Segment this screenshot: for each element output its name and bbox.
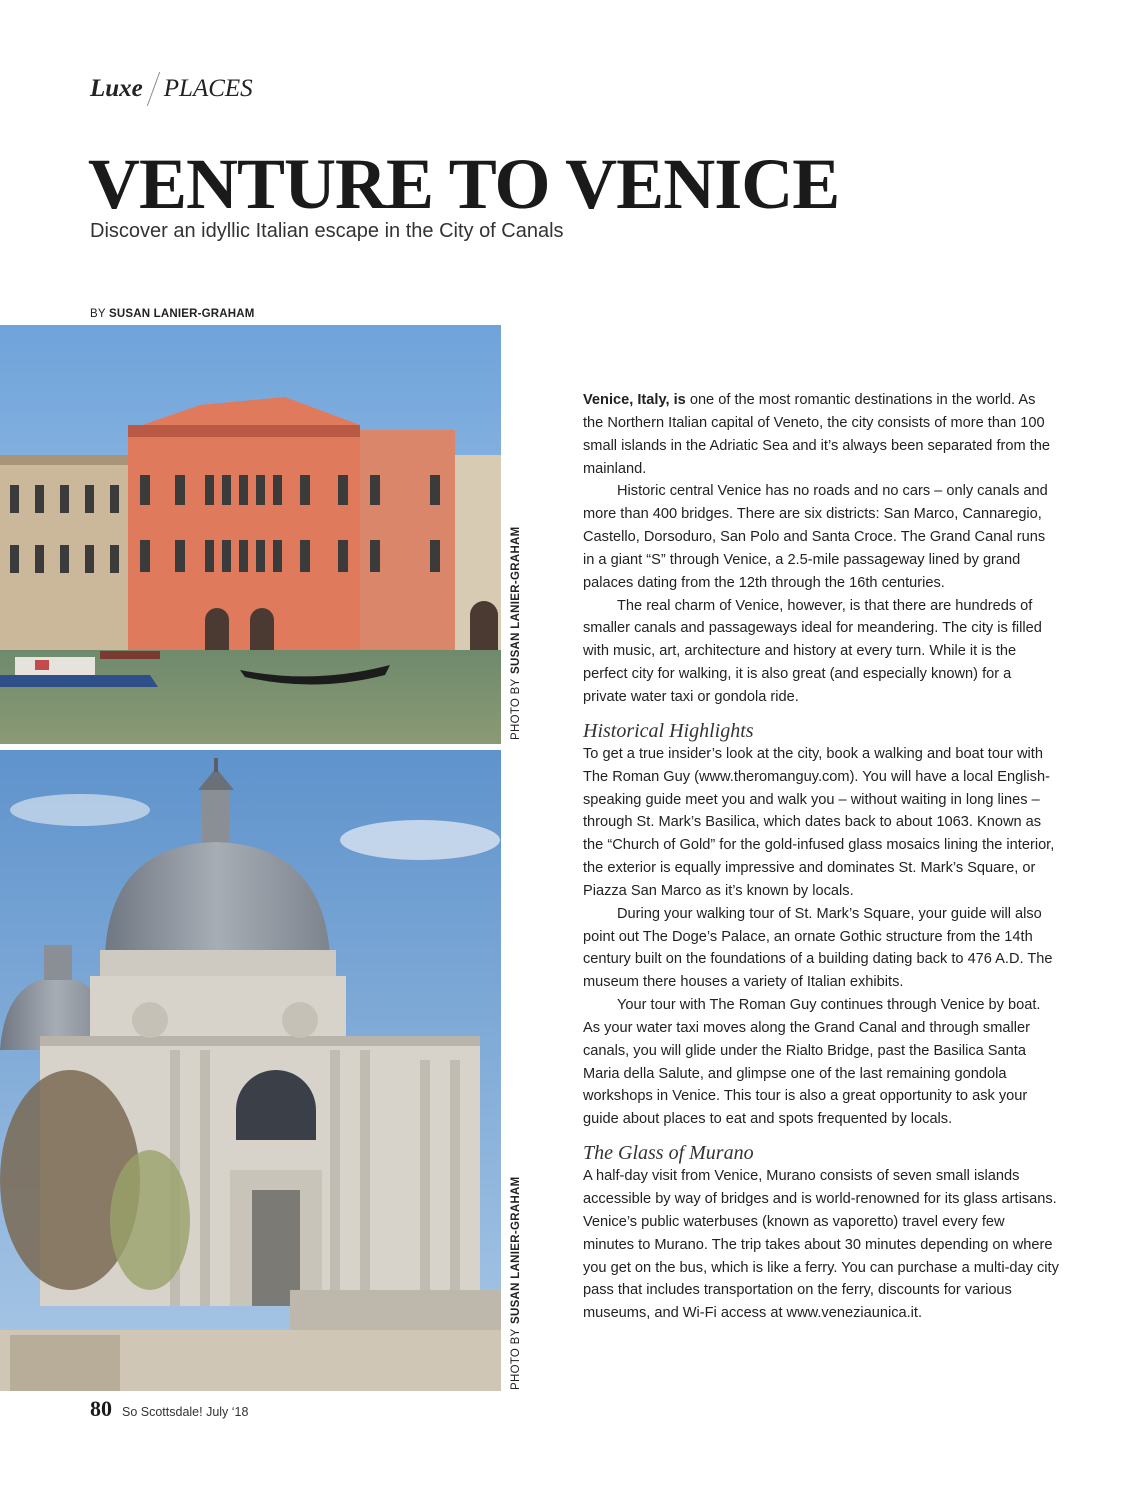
grand-canal-photo	[0, 325, 501, 744]
publication-info: So Scottsdale! July ‘18	[122, 1405, 249, 1419]
lead-in: Venice, Italy, is	[583, 392, 686, 408]
byline	[90, 308, 255, 320]
intro-paragraph: Historic central Venice has no roads and no cars – only canals and more than 400 bridges. There are six districts: San Marco, Cannaregio, Castello, Dorsoduro, San Polo and Santa Croce. The Grand Canal runs in a giant “S” through Venice, a 2.5-mile passageway lined by grand palaces dating from the 12th through the 16th centuries.	[583, 483, 1048, 591]
body-paragraph: To get a true insider’s look at the city, book a walking and boat tour with The Roman Guy (www.theromanguy.com). You will have a local English-speaking guide meet you and walk you – without waiting in long lines – through St. Mark’s Basilica, which dates back to about 1063. Known as the “Church of Gold” for the gold-infused glass mosaics lining the interior, the exterior is equally impressive and dominates St. Mark’s Square, or Piazza San Marco as it’s known by locals.	[583, 745, 1055, 899]
section-tag	[90, 72, 253, 106]
photo-credit-1	[506, 500, 526, 740]
body-paragraph: Your tour with The Roman Guy continues through Venice by boat. As your water taxi moves along the Grand Canal and through smaller canals, you will glide under the Rialto Bridge, past the Basilica Santa Maria della Salute, and glimpse one of the last remaining gondola workshops in Venice. This tour is also a great opportunity to ask your guide about places to eat and spots frequented by locals.	[583, 997, 1041, 1128]
article-title: VENTURE TO VENICE	[88, 144, 840, 224]
section-heading-historical-highlights: Historical Highlights	[583, 719, 754, 742]
photo-credit-name: SUSAN LANIER-GRAHAM	[510, 526, 522, 675]
byline-author: SUSAN LANIER-GRAHAM	[108, 308, 255, 320]
section-heading-glass-of-murano: The Glass of Murano	[583, 1142, 754, 1165]
basilica-photo	[0, 750, 501, 1391]
article-subtitle: Discover an idyllic Italian escape in the City of Canals	[90, 220, 564, 242]
section-divider	[147, 72, 160, 106]
body-paragraph: A half-day visit from Venice, Murano consists of seven small islands accessible by way of bridges and is world-renowned for its glass artisans. Venice’s public waterbuses (known as vaporetto) travel every few minutes to Murano. The trip takes about 30 minutes depending on where you get on the bus, which is like a ferry. You can purchase a multi-day city pass that includes transportation on the ferry, discounts for various museums, and Wi-Fi access at www.veneziaunica.it.	[583, 1168, 1059, 1322]
page-number: 80	[90, 1396, 112, 1421]
body-paragraph: During your walking tour of St. Mark’s Square, your guide will also point out The Doge’s Palace, an ornate Gothic structure from the 14th century built on the foundations of a building dating back to 476 A.D. The museum there houses a variety of Italian exhibits.	[583, 905, 1053, 991]
intro-paragraph: Venice, Italy, is one of the most romantic destinations in the world. As the Northern Italian capital of Veneto, the city consists of more than 100 small islands in the Adriatic Sea and it’s always been separated from the mainland.	[583, 392, 1050, 477]
byline-prefix: BY	[90, 308, 106, 320]
intro-paragraph: The real charm of Venice, however, is that there are hundreds of smaller canals and passageways ideal for meandering. The city is filled with music, art, architecture and history at every turn. While it is the perfect city for walking, it is also great (and especially known) for a private water taxi or gondola ride.	[583, 597, 1042, 705]
section-name: Luxe	[90, 75, 143, 102]
section-category: PLACES	[163, 75, 253, 102]
article-body	[583, 389, 1059, 1325]
photo-credit-prefix: PHOTO BY	[510, 1328, 522, 1390]
photo-credit-prefix: PHOTO BY	[510, 678, 522, 740]
photo-credit-name: SUSAN LANIER-GRAHAM	[510, 1176, 522, 1325]
photo-credit-2	[506, 1150, 526, 1390]
page-footer	[90, 1396, 248, 1422]
